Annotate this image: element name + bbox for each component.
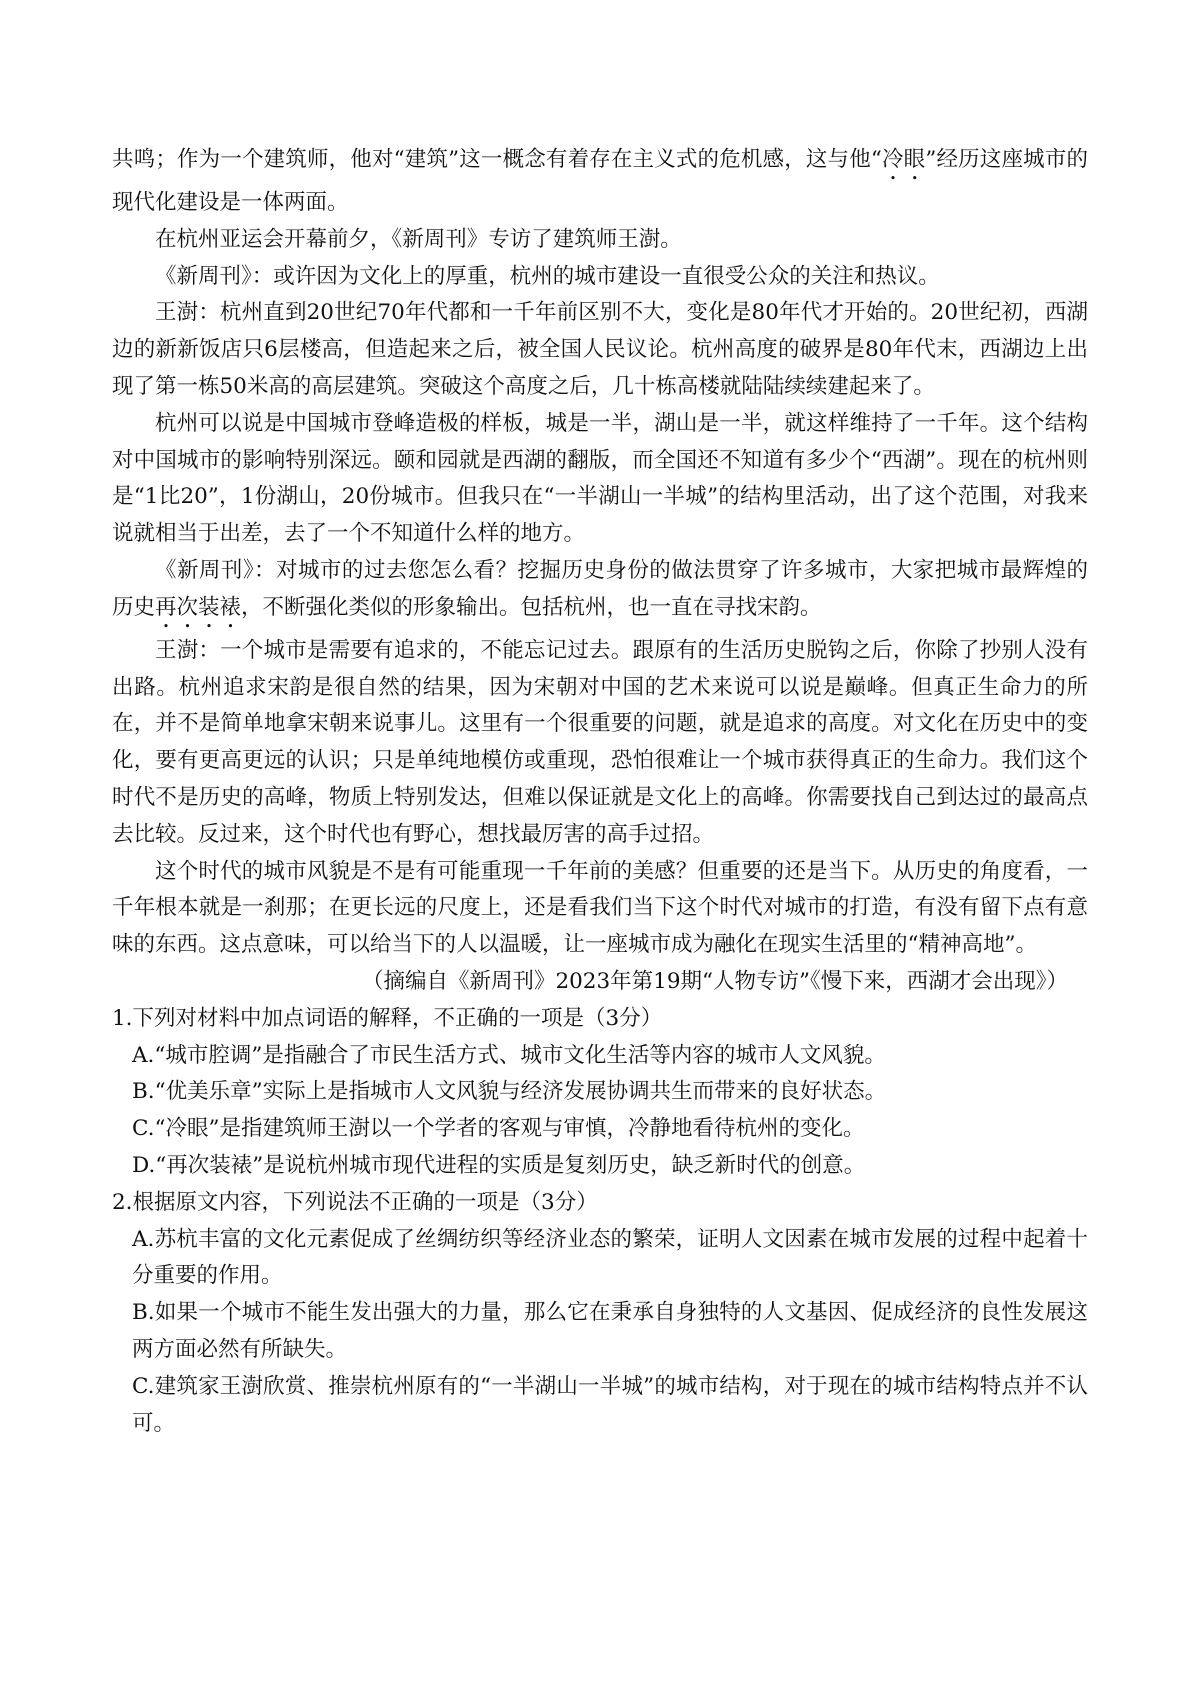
option-b: B.“优美乐章”实际上是指城市人文风貌与经济发展协调共生而带来的良好状态。 — [132, 1079, 887, 1105]
passage-paragraph-4: 王澍：杭州直到20世纪70年代都和一千年前区别不大，变化是80年代才开始的。20世纪初，西湖边的新新饭店只6层楼高，但造起来之后，被全国人民议论。杭州高度的破界是80年代末，西湖边上出现了第一栋50米高的高层建筑。突破这个高度之后，几十栋高楼就陆陆续续建起来了。 — [112, 300, 1088, 399]
dotted-term-remount: 再次装裱 — [155, 594, 242, 620]
question-stem: 1.下列对材料中加点词语的解释，不正确的一项是（3分） — [112, 1005, 663, 1031]
passage-paragraph-8: 这个时代的城市风貌是不是有可能重现一千年前的美感？但重要的还是当下。从历史的角度看，一千年根本就是一刹那；在更长远的尺度上，还是看我们当下这个时代对城市的打造，有没有留下点有意味的东西。这点意味，可以给当下的人以温暖，让一座城市成为融化在现实生活里的“精神高地”。 — [112, 858, 1088, 958]
dotted-term-cold-eye: 冷眼 — [881, 147, 926, 172]
passage-paragraph-7: 王澍：一个城市是需要有追求的，不能忘记过去。跟原有的生活历史脱钩之后，你除了抄别人没有出路。杭州追求宋韵是很自然的结果，因为宋朝对中国的艺术来说可以说是巅峰。但真正生命力的所在，并不是简单地拿宋朝来说事儿。这里有一个很重要的问题，就是追求的高度。对文化在历史中的变化，要有更高更远的认识；只是单纯地模仿或重现，恐怕很难让一个城市获得真正的生命力。我们这个时代不是历史的高峰，物质上特别发达，但难以保证就是文化上的高峰。你需要找自己到达过的最高点去比较。反过来，这个时代也有野心，想找最厉害的高手过招。 — [112, 637, 1088, 847]
source-citation: （摘编自《新周刊》2023年第19期“人物专访”《慢下来，西湖才会出现》） — [361, 968, 1068, 994]
passage-paragraph-5: 杭州可以说是中国城市登峰造极的样板，城是一半，湖山是一半，就这样维持了一千年。这个结构对中国城市的影响特别深远。颐和园就是西湖的翻版，而全国还不知道有多少个“西湖”。现在的杭州则是“1比20”，1份湖山，20份城市。但我只在“一半湖山一半城”的结构里活动，出了这个范围，对我来说就相当于出差，去了一个不知道什么样的地方。 — [112, 410, 1088, 547]
option-c: C.“冷眼”是指建筑师王澍以一个学者的客观与审慎，冷静地看待杭州的变化。 — [132, 1116, 865, 1142]
passage-paragraph-1: 共鸣；作为一个建筑师，他对“建筑”这一概念有着存在主义式的危机感，这与他“冷眼”经历这座城市的现代化建设是一体两面。 — [112, 147, 1088, 215]
option-a: A.“城市腔调”是指融合了市民生活方式、城市文化生活等内容的城市人文风貌。 — [132, 1042, 886, 1068]
question-2 — [112, 1185, 1088, 1443]
passage-paragraph-3: 《新周刊》：或许因为文化上的厚重，杭州的城市建设一直很受公众的关注和热议。 — [155, 263, 940, 289]
passage-paragraph-6: 《新周刊》：对城市的过去您怎么看？挖掘历史身份的做法贯穿了许多城市，大家把城市最辉煌的历史再次装裱，不断强化类似的形象输出。包括杭州，也一直在寻找宋韵。 — [112, 557, 1088, 620]
question-1 — [112, 1001, 1088, 1185]
reading-passage — [112, 142, 1088, 1001]
question-stem: 2.根据原文内容，下列说法不正确的一项是（3分） — [112, 1189, 598, 1215]
option-c: C.建筑家王澍欣赏、推崇杭州原有的“一半湖山一半城”的城市结构，对于现在的城市结构特点并不认可。 — [132, 1373, 1088, 1436]
option-d: D.“再次装裱”是说杭州城市现代进程的实质是复刻历史，缺乏新时代的创意。 — [132, 1152, 866, 1178]
passage-paragraph-2: 在杭州亚运会开幕前夕，《新周刊》专访了建筑师王澍。 — [155, 226, 682, 252]
option-b: B.如果一个城市不能生发出强大的力量，那么它在秉承自身独特的人文基因、促成经济的良性发展这两方面必然有所缺失。 — [132, 1300, 1088, 1362]
option-a: A.苏杭丰富的文化元素促成了丝绸纺织等经济业态的繁荣，证明人文因素在城市发展的过程中起着十分重要的作用。 — [132, 1226, 1088, 1289]
